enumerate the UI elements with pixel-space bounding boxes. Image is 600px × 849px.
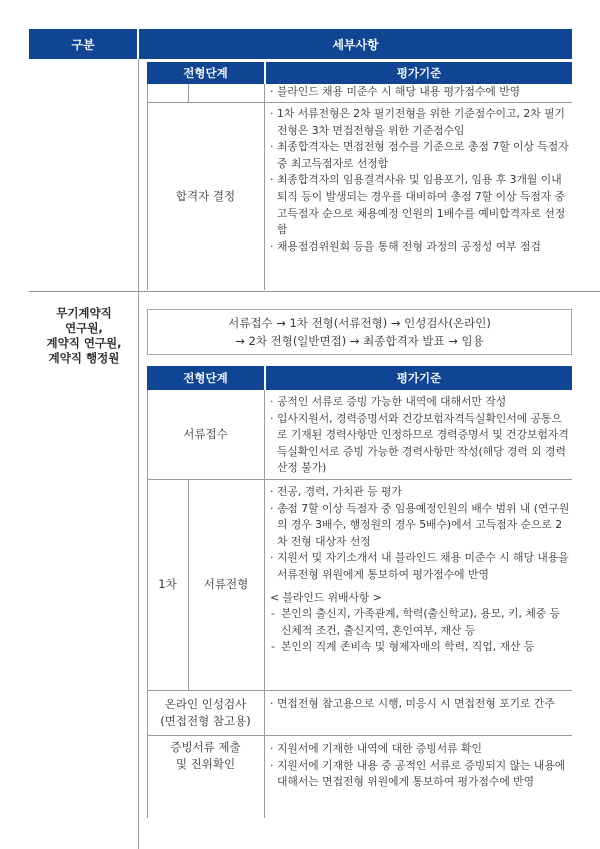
flow-line-1: 서류접수 → 1차 전형(서류전형) → 인성검사(온라인) bbox=[228, 316, 491, 330]
blind-item: - 본인의 출신지, 가족관계, 학력(출신학교), 용모, 키, 체중 등 신체적 조건, 출신지역, 혼인여부, 재산 등 bbox=[270, 606, 572, 639]
s1-stage-split bbox=[264, 84, 265, 290]
screen-stage-label: 서류전형 bbox=[203, 577, 249, 591]
screen-item: · 지원서 및 자기소개서 내 블라인드 채용 미준수 시 해당 내용을 서류전형 위원에게 통보하여 평가점수에 반영 bbox=[270, 550, 572, 583]
screen-item: · 전공, 경력, 가치관 등 평가 bbox=[270, 484, 572, 501]
sub-header-criteria: 평가기준 bbox=[266, 62, 572, 84]
doc-stage-label: 서류접수 bbox=[183, 427, 228, 441]
sub-header-stage-2: 전형단계 bbox=[147, 366, 264, 390]
category-divider bbox=[138, 59, 139, 849]
s1-top-row: · 블라인드 채용 미준수 시 해당 내용 평가점수에 반영 bbox=[270, 84, 570, 101]
aptitude-criteria-list bbox=[270, 696, 572, 713]
screen-item: · 총점 7할 이상 득점자 중 임용예정인원의 배수 범위 내 (연구원의 경우 3배수, 행정원의 경우 5배수)에서 고득점자 순으로 2차 전형 대상자 선정 bbox=[270, 501, 572, 551]
sub-header-criteria-2: 평가기준 bbox=[266, 366, 572, 390]
screen-criteria-list bbox=[270, 484, 572, 656]
flow-line-2: → 2차 전형(일반면접) → 최종합격자 발표 → 임용 bbox=[235, 334, 484, 348]
sub-header-stage: 전형단계 bbox=[147, 62, 264, 84]
verify-criteria-list bbox=[270, 741, 572, 791]
round1-label: 1차 bbox=[158, 577, 177, 591]
final-stage-label: 합격자 결정 bbox=[175, 188, 236, 203]
s2-row3-bottom bbox=[147, 735, 572, 736]
aptitude-stage-label: 온라인 인성검사 (면접전형 참고용) bbox=[160, 696, 251, 728]
verify-item: · 지원서에 기재한 내역에 대한 증빙서류 확인 bbox=[270, 741, 572, 758]
header-category: 구분 bbox=[29, 29, 137, 59]
verify-stage-label: 증빙서류 제출 및 진위확인 bbox=[170, 740, 241, 771]
verify-item: · 지원서에 기재한 내용 중 공적인 서류로 증빙되지 않는 내용에 대해서는 면접전형 위원에게 통보하여 평가점수에 반영 bbox=[270, 758, 572, 791]
process-flow-box bbox=[147, 309, 572, 355]
doc-criteria-list bbox=[270, 394, 572, 477]
s1-bottom bbox=[29, 291, 600, 292]
final-item: · 1차 서류전형은 2차 필기전형을 위한 기준점수이고, 2차 필기전형은 3차 면접전형을 위한 기준점수임 bbox=[270, 106, 572, 139]
blind-title: < 블라인드 위배사항 > bbox=[270, 590, 382, 604]
final-item: · 최종합격자는 면접전형 점수를 기준으로 총점 7할 이상 득점자 중 최고득점자로 선정함 bbox=[270, 139, 572, 172]
final-criteria-list bbox=[270, 106, 572, 255]
final-item: · 최종합격자의 임용결격사유 및 임용포기, 임용 후 3개월 이내 퇴직 등이 발생되는 경우를 대비하여 총점 7할 이상 득점자 중 고득점자 순으로 채용예정 인원의 1배수를 예비합격자로 선정함 bbox=[270, 172, 572, 238]
final-item: · 채용점검위원회 등을 통해 전형 과정의 공정성 여부 점검 bbox=[270, 239, 572, 256]
doc-item: · 공적인 서류로 증빙 가능한 내역에 대해서만 작성 bbox=[270, 394, 572, 411]
s1-inner-split bbox=[188, 84, 189, 102]
doc-item: · 입사지원서, 경력증명서와 건강보험자격득실확인서에 공통으로 기재된 경력사항만 인정하므로 경력증명서 및 건강보험자격득실확인서로 증빙 가능한 경력사항만 작성(해당 경력 외 경력 산정 불가) bbox=[270, 411, 572, 477]
header-details: 세부사항 bbox=[139, 29, 572, 59]
section2-category: 무기계약직 연구원, 계약직 연구원, 계약직 행정원 bbox=[46, 306, 122, 365]
aptitude-item: · 면접전형 참고용으로 시행, 미응시 시 면접전형 포기로 간주 bbox=[270, 696, 572, 713]
blind-item: - 본인의 직계 존비속 및 형제자매의 학력, 직업, 재산 등 bbox=[270, 639, 572, 656]
s2-stage-split bbox=[264, 390, 265, 818]
